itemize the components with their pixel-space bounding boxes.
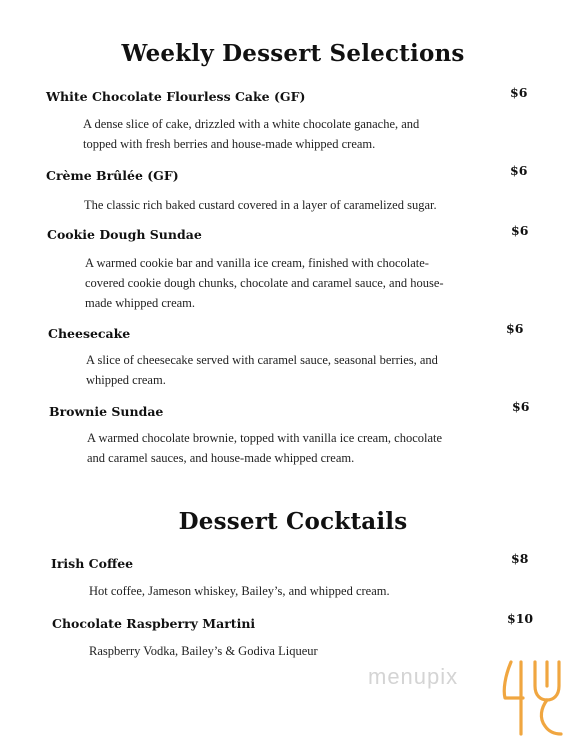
section-title-weekly-desserts: Weekly Dessert Selections [121,40,465,67]
description-line: A warmed chocolate brownie, topped with vanilla ice cream, chocolate [87,431,443,445]
section-title-dessert-cocktails: Dessert Cocktails [178,508,408,535]
item-description [89,641,318,661]
description-line: A slice of cheesecake served with caramel sauce, seasonal berries, and [86,353,438,367]
item-name: Irish Coffee [51,556,134,571]
description-line: whipped cream. [86,373,166,387]
item-name: Brownie Sundae [49,404,164,419]
description-line: topped with fresh berries and house-made whipped cream. [83,137,376,151]
item-price: $6 [511,223,529,238]
description-line: made whipped cream. [85,296,196,310]
item-description [85,253,444,313]
description-line: covered cookie dough chunks, chocolate and caramel sauce, and house- [85,276,444,290]
description-line: A dense slice of cake, drizzled with a white chocolate ganache, and [83,117,420,131]
fork-knife-logo-icon [497,656,567,744]
item-price: $6 [510,85,528,100]
item-description [83,114,419,154]
item-name: Cheesecake [48,326,131,341]
item-description [89,581,390,601]
item-name: White Chocolate Flourless Cake (GF) [46,89,306,104]
item-price: $6 [506,321,524,336]
description-line: Raspberry Vodka, Bailey’s & Godiva Liqueur [89,644,318,658]
item-price: $6 [512,399,530,414]
item-description [86,350,438,390]
item-description [87,428,442,468]
item-description [84,195,437,215]
description-line: and caramel sauces, and house-made whipped cream. [87,451,355,465]
item-name: Cookie Dough Sundae [47,227,202,242]
item-name: Crème Brûlée (GF) [46,168,179,183]
item-price: $8 [511,551,529,566]
description-line: Hot coffee, Jameson whiskey, Bailey’s, and whipped cream. [89,584,390,598]
description-line: The classic rich baked custard covered in a layer of caramelized sugar. [84,198,437,212]
item-price: $10 [507,611,534,626]
menupix-watermark: menupix [368,664,459,689]
item-price: $6 [510,163,528,178]
item-name: Chocolate Raspberry Martini [52,616,256,631]
description-line: A warmed cookie bar and vanilla ice cream, finished with chocolate- [85,256,429,270]
